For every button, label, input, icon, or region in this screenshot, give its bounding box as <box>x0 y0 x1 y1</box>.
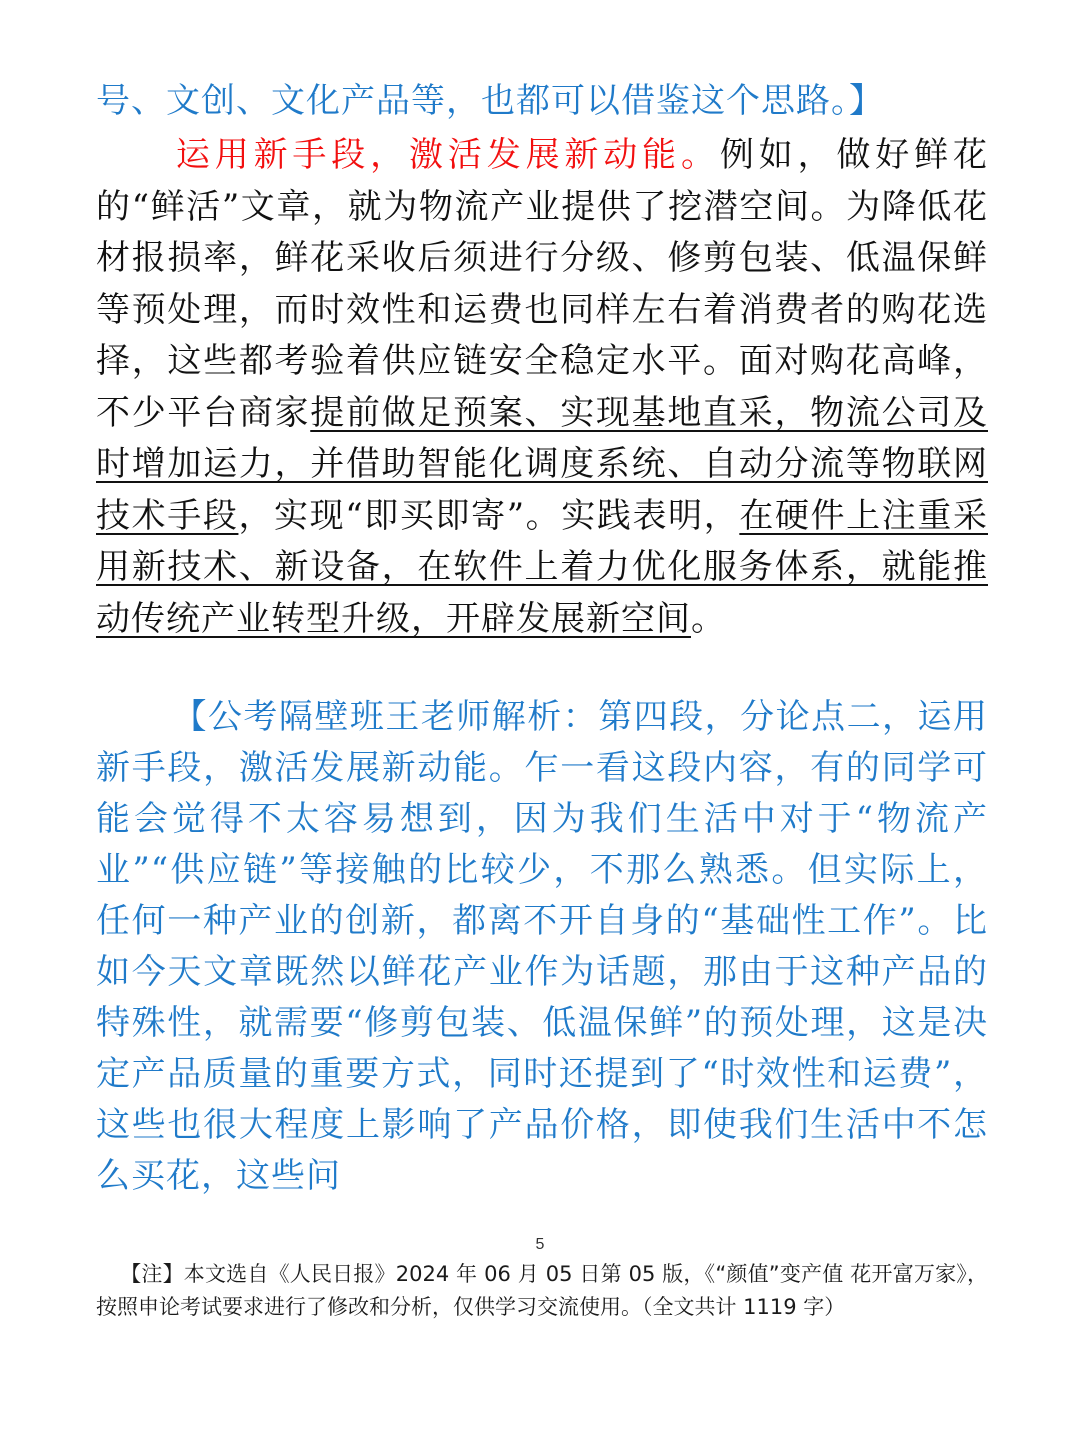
underlined-text-2: 在硬件上注重采用新技术、新设备，在软件上着力优化服务体系，就能推动传统产业转型升级，开辟发展新空间 <box>96 495 988 639</box>
analysis-intro-line <box>96 72 988 130</box>
footnote <box>96 1258 988 1324</box>
paragraph-text-1: 例如，做好鲜花的“鲜活”文章，就为物流产业提供了挖潜空间。为降低花材报损率，鲜花采收后须进行分级、修剪包装、低温保鲜等预处理，而时效性和运费也同样左右着消费者的购花选择，这些都考验着供应链安全稳定水平。面对购花高峰，不少平台商家 <box>96 135 989 433</box>
intro-line-text: 号、文创、文化产品等，也都可以借鉴这个思路。】 <box>96 81 884 121</box>
paragraph-heading: 运用新手段，激活发展新动能。 <box>172 135 720 175</box>
main-paragraph <box>96 130 988 645</box>
paragraph-text-2: ，实现“即买即寄”。实践表明， <box>238 495 740 536</box>
analysis-paragraph <box>96 692 988 1202</box>
paragraph-text-3: 。 <box>691 598 726 639</box>
footnote-text: 【注】本文选自《人民日报》2024 年 06 月 05 日第 05 版，《“颜值”变产值 花开富万家》，按照申论考试要求进行了修改和分析，仅供学习交流使用。（全文共计 1119 字） <box>96 1262 988 1319</box>
underlined-text-1: 提前做足预案、实现基地直采，物流公司及时增加运力，并借助智能化调度系统、自动分流等物联网技术手段 <box>96 392 988 536</box>
analysis-text: 【公考隔壁班王老师解析：第四段，分论点二，运用新手段，激活发展新动能。乍一看这段内容，有的同学可能会觉得不太容易想到，因为我们生活中对于“物流产业”“供应链”等接触的比较少，不那么熟悉。但实际上，任何一种产业的创新，都离不开自身的“基础性工作”。比如今天文章既然以鲜花产业作为话题，那由于这种产品的特殊性，就需要“修剪包装、低温保鲜”的预处理，这是决定产品质量的重要方式，同时还提到了“时效性和运费”，这些也很大程度上影响了产品价格，即使我们生活中不怎么买花，这些问 <box>96 697 988 1196</box>
page-number: 5 <box>535 1236 545 1253</box>
